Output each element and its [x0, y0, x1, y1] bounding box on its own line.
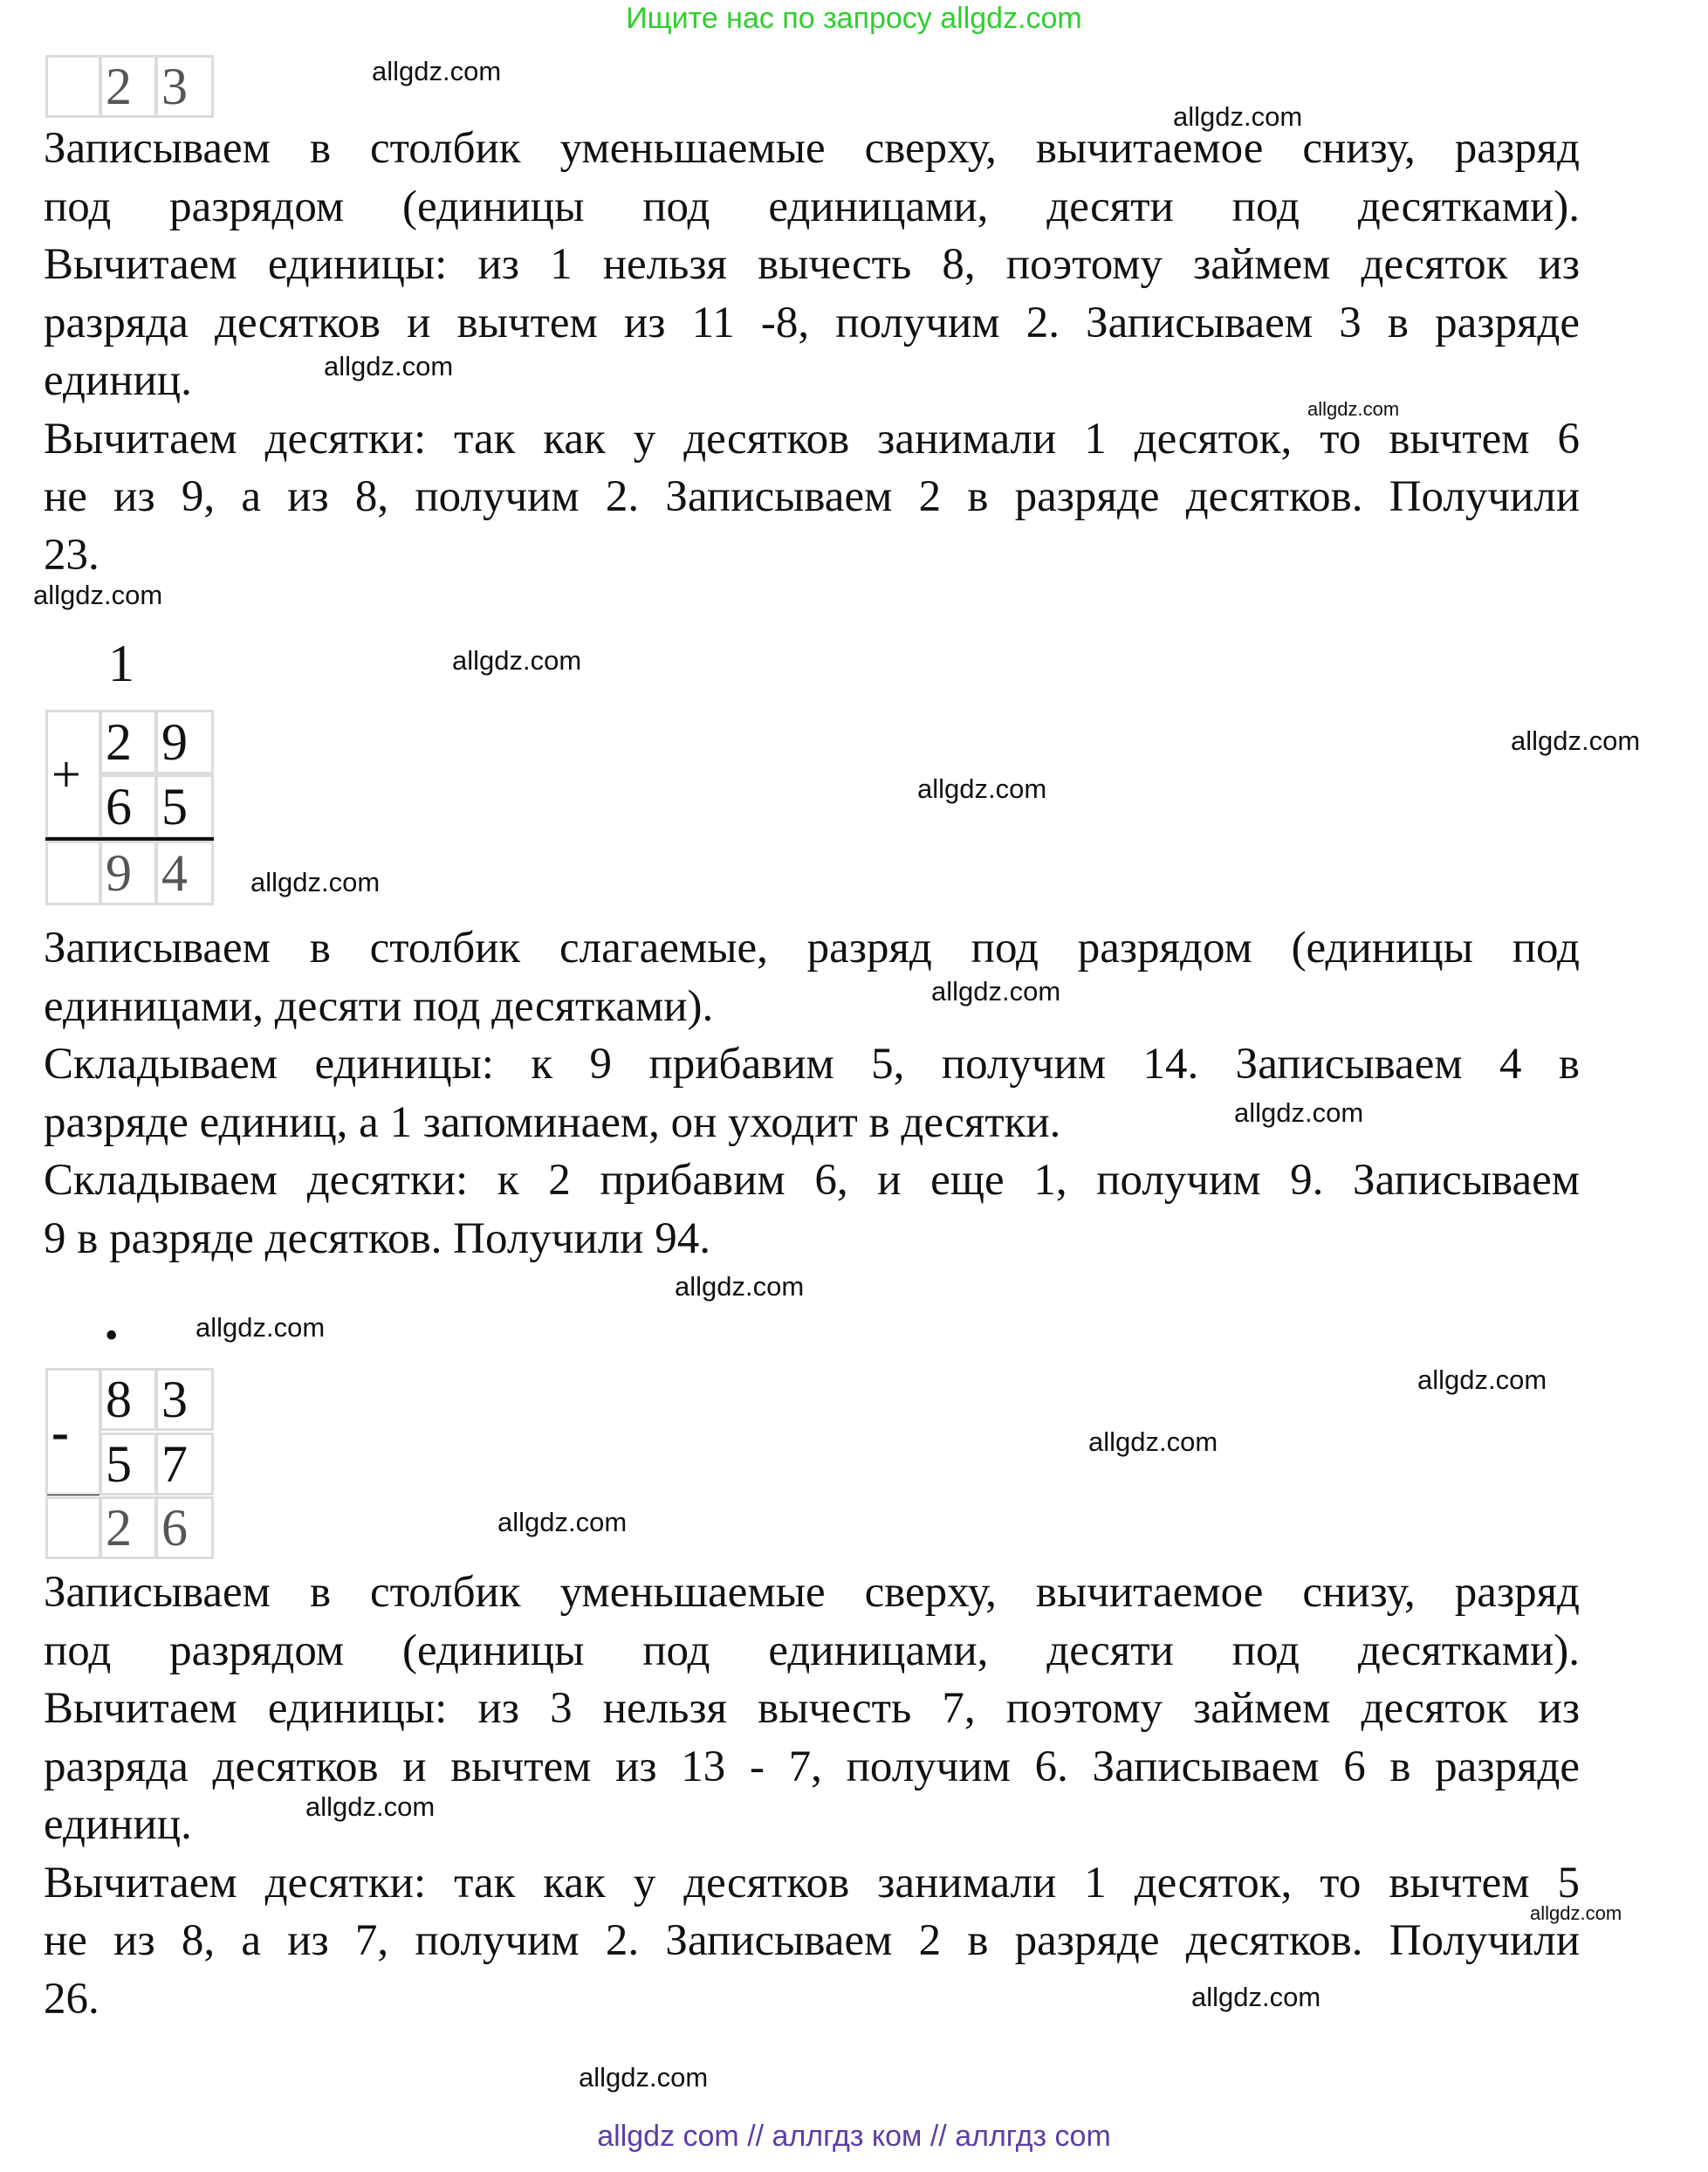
- watermark: allgdz.com: [452, 645, 582, 676]
- grid-cell-digit: 2: [99, 1496, 157, 1559]
- watermark: allgdz.com: [1307, 398, 1400, 420]
- grid-cell-empty: [45, 55, 101, 118]
- text-line: Записываем в столбик слагаемые, разряд под разрядом (единицы под: [44, 924, 1580, 973]
- grid-cell-digit: 6: [99, 774, 157, 839]
- watermark: allgdz.com: [497, 1507, 628, 1537]
- text-line: разряде единиц, а 1 запоминаем, он уходит в десятки.: [44, 1097, 1061, 1147]
- text-line: 26.: [44, 1974, 99, 2024]
- text-line: единицами, десяти под десятками).: [44, 981, 714, 1031]
- grid-cell-empty: [45, 1496, 101, 1559]
- text-line: под разрядом (единицы под единицами, десяти под десятками).: [44, 1626, 1580, 1675]
- text-line: Вычитаем единицы: из 1 нельзя вычесть 8, поэтому займем десяток из: [44, 240, 1580, 289]
- grid-cell-digit: 2: [99, 55, 157, 118]
- text-line: Вычитаем десятки: так как у десятков занимали 1 десяток, то вычтем 5: [44, 1858, 1580, 1907]
- grid-cell-sign: [45, 710, 101, 839]
- block2-explanation: [44, 919, 1580, 1268]
- grid-cell-digit: 6: [155, 1496, 214, 1559]
- grid-cell-digit: 9: [99, 841, 157, 905]
- block3-explanation: [44, 1564, 1580, 2028]
- grid-cell-digit: 4: [155, 841, 214, 905]
- minus-sign: -: [51, 1403, 69, 1461]
- watermark: allgdz.com: [33, 580, 163, 610]
- watermark: allgdz.com: [372, 56, 502, 86]
- text-line: единиц.: [44, 356, 192, 405]
- borrow-dot: •: [105, 1314, 119, 1357]
- grid-cell-digit: 7: [155, 1433, 214, 1495]
- grid-cell-digit: 5: [99, 1433, 157, 1495]
- watermark: allgdz.com: [931, 976, 1061, 1007]
- grid-cell-digit: 3: [155, 1368, 214, 1431]
- grid-cell-sign: [45, 1368, 101, 1495]
- text-line: Вычитаем единицы: из 3 нельзя вычесть 7, поэтому займем десяток из: [44, 1684, 1580, 1733]
- text-line: под разрядом (единицы под единицами, десяти под десятками).: [44, 182, 1580, 231]
- plus-sign: +: [51, 746, 81, 803]
- grid-cell-digit: 2: [99, 710, 157, 774]
- text-line: разряда десятков и вычтем из 13 - 7, получим 6. Записываем 6 в разряде: [44, 1742, 1580, 1791]
- watermark: allgdz.com: [195, 1312, 326, 1343]
- grid-cell-digit: 5: [155, 774, 214, 839]
- text-line: Записываем в столбик уменьшаемые сверху, вычитаемое снизу, разряд: [44, 124, 1580, 173]
- grid-cell-digit: 9: [155, 710, 214, 774]
- watermark: allgdz.com: [1530, 1902, 1622, 1924]
- watermark: allgdz.com: [579, 2062, 709, 2093]
- grid-cell-digit: 8: [99, 1368, 157, 1431]
- carry-digit: 1: [108, 635, 134, 692]
- text-line: не из 8, а из 7, получим 2. Записываем 2 в разряде десятков. Получили: [44, 1916, 1580, 1965]
- text-line: Складываем единицы: к 9 прибавим 5, получим 14. Записываем 4 в: [44, 1040, 1580, 1089]
- watermark: allgdz.com: [305, 1791, 436, 1822]
- text-line: Вычитаем десятки: так как у десятков занимали 1 десяток, то вычтем 6: [44, 414, 1580, 464]
- watermark: allgdz.com: [917, 773, 1047, 804]
- text-line: Записываем в столбик уменьшаемые сверху, вычитаемое снизу, разряд: [44, 1568, 1580, 1617]
- text-line: единиц.: [44, 1800, 192, 1849]
- watermark: allgdz.com: [1511, 725, 1641, 756]
- text-line: 9 в разряде десятков. Получили 94.: [44, 1213, 710, 1263]
- text-line: разряда десятков и вычтем из 11 -8, получим 2. Записываем 3 в разряде: [44, 298, 1580, 347]
- grid-cell-digit: 3: [155, 55, 214, 118]
- text-line: 23.: [44, 530, 99, 580]
- watermark: allgdz.com: [250, 867, 381, 897]
- grid-cell-empty: [45, 841, 101, 905]
- watermark: allgdz.com: [1417, 1364, 1547, 1395]
- watermark: allgdz.com: [324, 351, 454, 381]
- watermark: allgdz.com: [1191, 1982, 1321, 2012]
- watermark: allgdz.com: [1088, 1426, 1218, 1457]
- watermark: allgdz.com: [675, 1271, 805, 1302]
- footer-links[interactable]: allgdz com // аллгдз ком // аллгдз com: [597, 2120, 1111, 2153]
- block1-explanation: [44, 120, 1580, 584]
- watermark: allgdz.com: [1234, 1097, 1364, 1128]
- text-line: не из 9, а из 8, получим 2. Записываем 2 в разряде десятков. Получили: [44, 472, 1580, 521]
- search-hint-banner: Ищите нас по запросу allgdz.com: [626, 2, 1082, 35]
- text-line: Складываем десятки: к 2 прибавим 6, и еще 1, получим 9. Записываем: [44, 1156, 1580, 1205]
- watermark: allgdz.com: [1173, 101, 1303, 132]
